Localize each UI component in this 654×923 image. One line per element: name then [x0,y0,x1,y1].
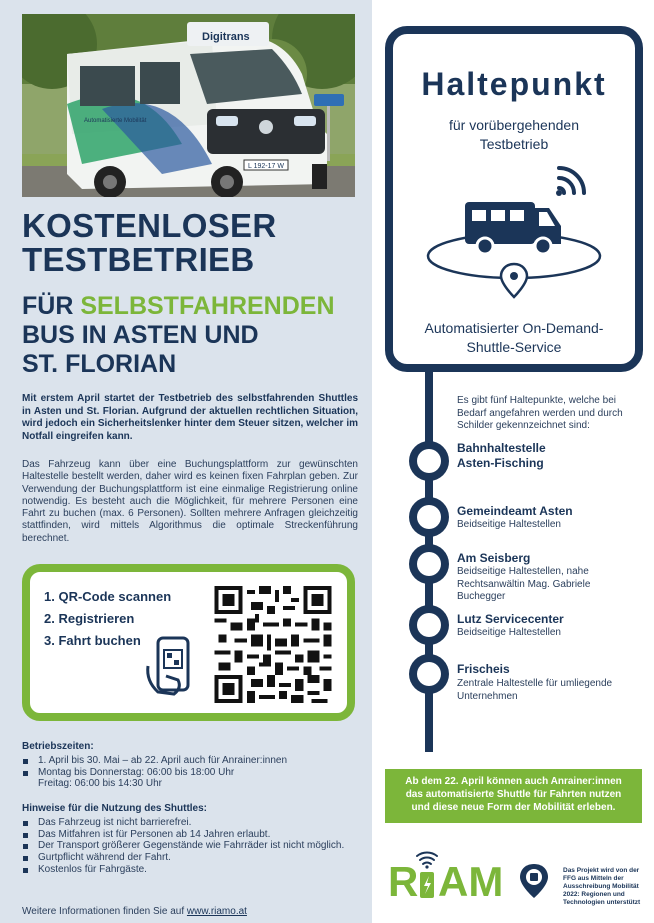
operating-hours [22,741,287,790]
hours-item: Freitag: 06:00 bis 14:30 Uhr [38,778,162,790]
footer-text: Weitere Informationen finden Sie auf [22,906,187,917]
footer [22,906,247,917]
funding-note: Das Projekt wird von der FFG aus Mitteln der Ausschreibung Mobilität 2022: Regionen und Technologien unterstützt [563,867,641,906]
sign-subtitle-line2: Testbetrieb [479,136,549,152]
sign-service-line2: Shuttle-Service [466,339,562,355]
sign-subtitle-line1: für vorübergehenden [449,117,579,133]
logo-text: RIAMO [388,850,392,851]
wifi-icon [559,168,584,193]
stop-desc: Beidseitige Haltestellen [457,627,561,638]
hours-item: 1. April bis 30. Mai – ab 22. April auch für Anrainer:innen [22,755,287,767]
svg-text:AM: AM [438,858,504,905]
intro-paragraph: Mit erstem April startet der Testbetrieb des selbstfahrenden Shuttles in Asten und St. Florian. Aufgrund der aktuellen rechtlichen Situation, wird jedoch ein Sicherheitslenker hinter dem Steuer sitzen, welcher im Notfall eingreifen kann. [22,393,358,442]
stop-marker [409,654,449,694]
svg-text:R: R [388,858,420,905]
headline-line2: TESTBETRIEB [22,241,255,278]
riamo-logo [388,850,553,905]
stop-desc: Zentrale Haltestelle für umliegende Unternehmen [457,678,613,702]
resident-notice: Ab dem 22. April können auch Anrainer:innen das automatisierte Shuttle für Fahrten nutzen und diese neue Form der Mobilität erleben. [385,769,642,823]
sub-green: SELBSTFAHRENDEN [80,292,335,320]
website-link[interactable]: www.riamo.at [186,906,247,917]
note-item: Gurtpflicht während der Fahrt. [22,852,352,864]
stop-name: Am Seisberg [457,551,531,565]
headline-line1: KOSTENLOSER [22,207,277,244]
stop-desc: Beidseitige Haltestellen, nahe Rechtsanwältin Mag. Gabriele Buchegger [457,566,591,602]
phone-scan-icon [144,636,204,696]
license-plate: L 192-17 W [248,163,284,170]
note-item: Das Fahrzeug ist nicht barrierefrei. [22,817,352,829]
sub-line3: ST. FLORIAN [22,350,177,378]
stop-sign [385,26,643,372]
sign-subtitle [393,116,635,154]
qr-box [22,564,355,721]
sign-title: Haltepunkt [421,66,607,102]
stop-name: Lutz Servicecenter [457,612,564,626]
headline-sub [22,292,335,379]
note-item: Das Mitfahren ist für Personen ab 14 Jahren erlaubt. [22,829,352,841]
shuttle-icon [413,164,615,304]
sub-line2: BUS IN ASTEN UND [22,321,259,349]
stop-marker [409,544,449,584]
stop-marker [409,605,449,645]
shuttle-photo [22,14,355,197]
qr-code[interactable] [214,586,332,703]
sign-service-line1: Automatisierter On-Demand- [424,320,604,336]
stop-desc: Beidseitige Haltestellen [457,519,561,530]
stop-marker [409,497,449,537]
stop-name: Frischeis [457,662,510,676]
van-side-text: Automatisierte Mobilität [84,118,147,124]
usage-notes-title: Hinweise für die Nutzung des Shuttles: [22,803,208,814]
step-3: 3. Fahrt buchen [44,633,141,648]
stop-name: Gemeindeamt Asten [457,504,573,518]
location-pin-icon [501,264,527,297]
hours-item: Montag bis Donnerstag: 06:00 bis 18:00 Uhr [22,767,287,779]
body-paragraph: Das Fahrzeug kann über eine Buchungsplattform zur gewünschten Haltestelle bestellt werden, daher wird es keinen fixen Fahrplan geben. Zur Verwendung der Buchungsplattform ist eine einmalige Registrierung online notwendig. Es besteht auch die Möglichkeit, für mehrere Personen eine Fahrt zu buchen (max. 6 Personen). Sollten mehrere Anfragen gleichzeitig stattfinden, wird mittels Algorithmus die optimale Streckenführung berechnet. [22,459,358,544]
stops-intro: Es gibt fünf Haltepunkte, welche bei Bedarf angefahren werden und durch Schilder gekennzeichnet sind: [457,395,623,431]
usage-notes [22,803,352,876]
sub-prefix: FÜR [22,292,81,320]
operating-hours-title: Betriebszeiten: [22,741,94,752]
step-1: 1. QR-Code scannen [44,589,172,604]
signal-icon [417,852,437,864]
note-item: Der Transport größerer Gegenstände wie Fahrräder ist nicht möglich. [22,840,352,852]
note-item: Kostenlos für Fahrgäste. [22,864,352,876]
stop-name: Bahnhaltestelle Asten-Fisching [457,441,546,470]
step-2: 2. Registrieren [44,611,135,626]
sign-service [393,319,635,357]
stop-marker [409,441,449,481]
sticker-text: Digitrans [202,31,250,43]
headline-main [22,209,277,277]
